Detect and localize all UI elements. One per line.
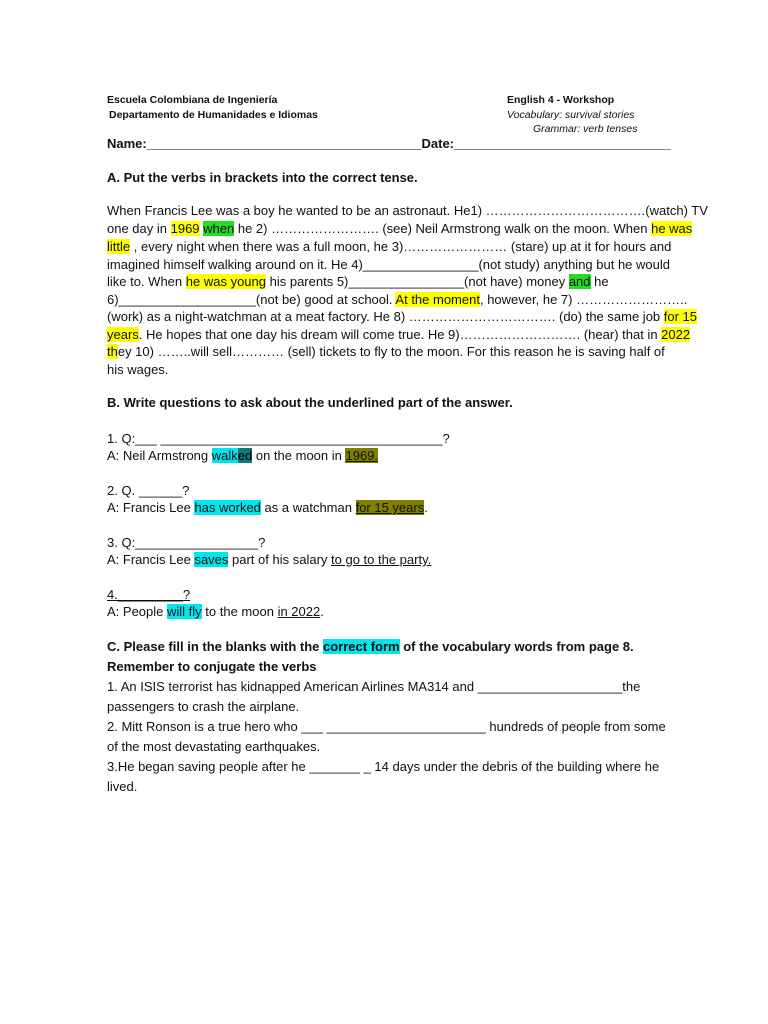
highlighted-text: he was young (185, 274, 266, 289)
paragraph-line (107, 256, 670, 274)
paragraph-line (107, 361, 168, 379)
text-segment: 3. Q:_________________? (107, 535, 266, 550)
text-segment: ey 10) ……..will sell………… (sell) tickets to fly to the moon. For this reason he is saving half of (117, 344, 665, 359)
paragraph-line (107, 238, 671, 256)
highlighted-text: ed (237, 448, 253, 463)
text-segment: of the most devastating earthquakes. (107, 739, 321, 754)
highlighted-text: correct form (323, 639, 400, 654)
highlighted-text: has worked (194, 500, 261, 515)
highlighted-text: th (107, 344, 118, 359)
vocabulary-topic: Vocabulary: survival stories (507, 109, 635, 121)
text-segment: 2. Mitt Ronson is a true hero who ___ ______________________ hundreds of people from some (107, 719, 666, 734)
text-segment: Remember to conjugate the verbs (107, 659, 317, 674)
text-segment: . He hopes that one day his dream will come true. He 9)………………………. (hear) that in (138, 327, 662, 342)
text-segment: he 2) ……………………. (see) Neil Armstrong walk on the moon. When (234, 221, 652, 236)
section-a-title: A. Put the verbs in brackets into the correct tense. (107, 170, 418, 185)
exercise-line (107, 698, 299, 716)
text-segment: 6)___________________(not be) good at school. (107, 292, 396, 307)
section-c-title (107, 638, 634, 656)
text-segment: C. Please fill in the blanks with the (107, 639, 323, 654)
text-segment: . (424, 500, 428, 515)
underlined-text: to go to the party. (331, 552, 432, 567)
text-segment: passengers to crash the airplane. (107, 699, 300, 714)
highlighted-text: walk (211, 448, 238, 463)
text-segment: , however, he 7) …………………….. (479, 292, 688, 307)
text-segment: . (320, 604, 324, 619)
section-b-title: B. Write questions to ask about the underlined part of the answer. (107, 395, 513, 410)
highlighted-text: 2022 (661, 327, 691, 342)
exercise-line (107, 738, 320, 756)
section-c-instruction (107, 658, 317, 676)
text-segment: 3.He began saving people after he _______ _ 14 days under the debris of the building where he (107, 759, 660, 774)
highlighted-text: he was (651, 221, 693, 236)
exercise-line (107, 678, 640, 696)
text-segment: , every night when there was a full moon, he 3)…………………… (stare) up at it for hours and (130, 239, 672, 254)
department-name: Departamento de Humanidades e Idiomas (109, 109, 318, 121)
text-segment: A: People (107, 604, 167, 619)
highlighted-text: for 15 years (355, 500, 425, 515)
exercise-line (107, 758, 659, 776)
paragraph-line (107, 220, 692, 238)
question-line (107, 430, 450, 448)
answer-line (107, 447, 378, 465)
text-segment: as a watchman (260, 500, 356, 515)
text-segment: like to. When (107, 274, 186, 289)
answer-line (107, 551, 431, 569)
answer-line (107, 499, 428, 517)
question-line (107, 534, 265, 552)
course-title: English 4 - Workshop (507, 94, 615, 106)
text-segment: A: Neil Armstrong (107, 448, 212, 463)
highlighted-text: when (203, 221, 235, 236)
name-date-line (107, 135, 671, 153)
paragraph-line (107, 308, 697, 326)
highlighted-text: will fly (167, 604, 202, 619)
text-segment: he (590, 274, 609, 289)
text-segment: part of his salary (228, 552, 332, 567)
text-segment: 1. Q:___ _______________________________________? (107, 431, 450, 446)
text-segment: to the moon (201, 604, 278, 619)
paragraph-line (107, 326, 690, 344)
text-segment: 2. Q. ______? (107, 483, 190, 498)
text-segment: A: Francis Lee (107, 552, 195, 567)
paragraph-line (107, 343, 665, 361)
text-segment: lived. (107, 779, 138, 794)
school-name: Escuela Colombiana de Ingeniería (107, 94, 278, 106)
paragraph-line (107, 202, 708, 220)
highlighted-text: saves (194, 552, 229, 567)
text-segment: A: Francis Lee (107, 500, 195, 515)
answer-line (107, 603, 324, 621)
highlighted-text: years (107, 327, 139, 342)
text-segment: When Francis Lee was a boy he wanted to be an astronaut. He1) ……………………………….(watch) TV (107, 203, 708, 218)
highlighted-text: for 15 (663, 309, 698, 324)
text-segment: imagined himself walking around on it. He 4)________________(not study) anything but he would (107, 257, 670, 272)
date-label: Date: (421, 136, 455, 151)
highlighted-text: and (568, 274, 591, 289)
exercise-line (107, 718, 666, 736)
text-segment: one day in (107, 221, 171, 236)
underlined-text: 4._________? (107, 587, 191, 602)
text-segment: (work) as a night-watchman at a meat factory. He 8) ……………………………. (do) the same job (107, 309, 664, 324)
question-line (107, 586, 190, 604)
name-field[interactable]: ______________________________________ (146, 136, 422, 151)
paragraph-line (107, 291, 687, 309)
name-label: Name: (107, 136, 147, 151)
grammar-topic: Grammar: verb tenses (533, 123, 638, 135)
highlighted-text: At the moment (395, 292, 480, 307)
text-segment: his parents 5)________________(not have) money (266, 274, 569, 289)
highlighted-text: little (107, 239, 131, 254)
paragraph-line (107, 273, 609, 291)
text-segment: of the vocabulary words from page 8. (399, 639, 634, 654)
highlighted-text: 1969. (345, 448, 379, 463)
underlined-text: in 2022 (277, 604, 321, 619)
question-line (107, 482, 189, 500)
date-field[interactable]: ______________________________ (454, 136, 671, 151)
text-segment: on the moon in (252, 448, 346, 463)
exercise-line (107, 778, 137, 796)
text-segment: his wages. (107, 362, 169, 377)
highlighted-text: 1969 (170, 221, 200, 236)
text-segment: 1. An ISIS terrorist has kidnapped American Airlines MA314 and ____________________the (107, 679, 641, 694)
